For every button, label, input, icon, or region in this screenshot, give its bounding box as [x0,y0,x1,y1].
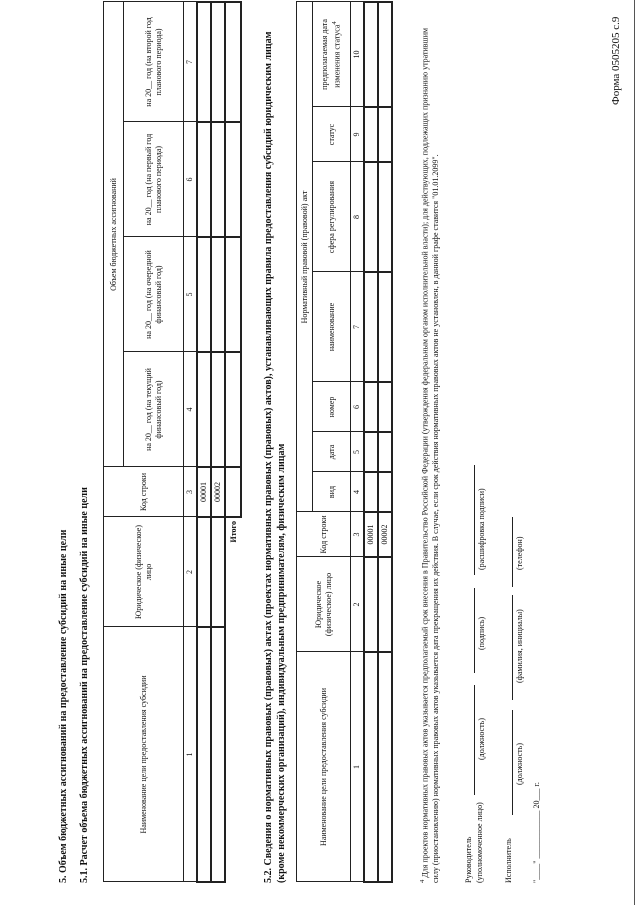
t2-cell[interactable] [364,472,378,512]
t2-cell[interactable] [364,432,378,472]
t2-header-act-group: Нормативный правовой (правовой) акт [297,2,313,512]
t1-cell[interactable] [197,237,211,352]
t1-total-cell[interactable] [225,467,241,517]
t2-cell[interactable] [378,472,392,512]
table-row [378,2,392,882]
t2-header-entity: Юридическое (физическое) лицо [297,557,351,652]
executor-fio-line[interactable] [512,595,513,700]
footnote-number: 4 [419,879,426,883]
t2-num: 10 [351,2,365,107]
t1-num: 5 [184,237,198,352]
t1-num: 6 [184,122,198,237]
t1-total-cell[interactable] [225,2,241,122]
executor-phone-caption: (телефон) [515,536,524,570]
t1-cell[interactable] [211,237,225,352]
t1-num: 2 [184,517,198,627]
t2-num: 3 [351,512,365,557]
t2-cell[interactable] [378,107,392,162]
page-edge-line [634,0,635,905]
t1-cell[interactable] [197,2,211,122]
t2-row-code: 00001 [364,512,378,557]
t2-row-code: 00002 [378,512,392,557]
t1-header-code: Код строки [104,467,184,517]
t2-cell[interactable] [378,652,392,882]
t2-cell[interactable] [364,382,378,432]
head-signature-line[interactable] [474,588,475,673]
form-code: Форма 0505205 с.9 [610,16,622,105]
executor-fio-caption: (фамилия, инициалы) [515,609,524,683]
t2-header-number: номер [313,382,351,432]
executor-label: Исполнитель [504,838,513,883]
t1-cell[interactable] [197,627,211,882]
footnote-mark: 4 [331,21,339,25]
t1-cell[interactable] [211,352,225,467]
t1-num: 1 [184,627,198,882]
legal-acts-table [296,1,393,883]
footnote-text: Для проектов нормативных правовых актов указывается предполагаемый срок внесения в Правительство Российской Федерации (утверждения федеральным органом исполнительной власти); для действующих, подлежащих признанию утратившим силу (приостановлению) нормативных правовых актов указывается дата прекращения их действия. В случае, если срок действия нормативных правовых актов не установлен, в данной графе ставится "01.01.2099". [420,27,440,883]
t1-total-cell[interactable] [225,237,241,352]
t1-cell[interactable] [211,627,225,882]
t1-header-y3: на 20__ год (на первый год планового периода) [124,122,184,237]
t2-num: 9 [351,107,365,162]
t1-total-label: Итого [228,521,238,543]
t2-cell[interactable] [378,2,392,107]
t2-cell[interactable] [364,2,378,107]
t2-cell[interactable] [378,272,392,382]
t2-num: 7 [351,272,365,382]
section-5-2-heading: 5.2. Сведения о нормативных правовых (правовых) актах (проектах нормативных правовых (правовых) актов), устанавливающих правила предоставления субсидий юридическим лицам (кроме некоммерческих организаций), индивидуальным предпринимателям, физическим лицам [263,31,287,883]
t2-cell[interactable] [364,107,378,162]
head-decode-line[interactable] [474,465,475,575]
table-row [211,2,225,882]
t2-num: 5 [351,432,365,472]
t1-cell[interactable] [211,2,225,122]
head-position-line[interactable] [474,685,475,795]
t2-num: 4 [351,472,365,512]
head-position-caption: (должность) [477,718,486,760]
head-sublabel: (уполномоченное лицо) [475,802,484,883]
t2-header-date: дата [313,432,351,472]
date-line[interactable]: "____" ____________ 20___ г. [532,782,541,883]
t2-num: 1 [351,652,365,882]
t1-header-y1: на 20__ год (на текущий финансовый год) [124,352,184,467]
t2-header-purpose: Наименование цели предоставления субсидии [297,652,351,882]
t1-num: 4 [184,352,198,467]
t2-cell[interactable] [378,432,392,472]
t2-cell[interactable] [378,557,392,652]
t2-header-name: наименование [313,272,351,382]
t2-cell[interactable] [378,382,392,432]
t2-header-sphere: сфера регулирования [313,162,351,272]
t2-cell[interactable] [364,652,378,882]
t1-cell[interactable] [197,517,211,627]
t1-header-entity: Юридическое (физическое) лицо [104,517,184,627]
t2-num: 6 [351,382,365,432]
executor-position-caption: (должность) [515,743,524,785]
t2-cell[interactable] [364,557,378,652]
t1-total-cell[interactable] [225,122,241,237]
t1-total-cell[interactable] [225,352,241,467]
t1-header-y2: на 20__ год (на очередной финансовый год) [124,237,184,352]
t2-num: 8 [351,162,365,272]
t1-row-code: 00002 [211,467,225,517]
head-signature-caption: (подпись) [477,616,486,650]
t2-header-code: Код строки [297,512,351,557]
t1-header-volume-group: Объем бюджетных ассигнований [104,2,124,467]
t2-header-expected-date: предполагаемая дата изменения статуса$^4$ [313,2,351,107]
t1-num: 7 [184,2,198,122]
t2-cell[interactable] [364,272,378,382]
head-label: Руководитель [464,836,473,883]
executor-position-line[interactable] [512,710,513,815]
t1-number-row [184,2,198,882]
section-5-heading: 5. Объем бюджетных ассигнований на предоставление субсидий на иные цели [58,529,69,883]
table-row [364,2,378,882]
t1-total-row [225,2,241,882]
t1-cell[interactable] [211,122,225,237]
t2-num: 2 [351,557,365,652]
footnote [418,23,441,883]
table-row [197,2,211,882]
section-5-1-heading: 5.1. Расчет объема бюджетных ассигнований на предоставление субсидий на иные цели [79,487,90,883]
t2-header-kind: вид [313,472,351,512]
t1-header-purpose: Наименование цели предоставления субсидии [104,627,184,882]
budget-allocation-table [103,1,242,883]
t2-header-status: статус [313,107,351,162]
t2-cell[interactable] [364,162,378,272]
t1-cell[interactable] [197,352,211,467]
t1-row-code: 00001 [197,467,211,517]
t2-cell[interactable] [378,162,392,272]
t1-cell[interactable] [211,517,225,627]
t2-number-row [351,2,365,882]
head-decode-caption: (расшифровка подписи) [477,488,486,570]
t1-cell[interactable] [197,122,211,237]
executor-phone-line[interactable] [512,517,513,587]
t1-num: 3 [184,467,198,517]
t1-header-y4: на 20__ год (на второй год планового периода) [124,2,184,122]
